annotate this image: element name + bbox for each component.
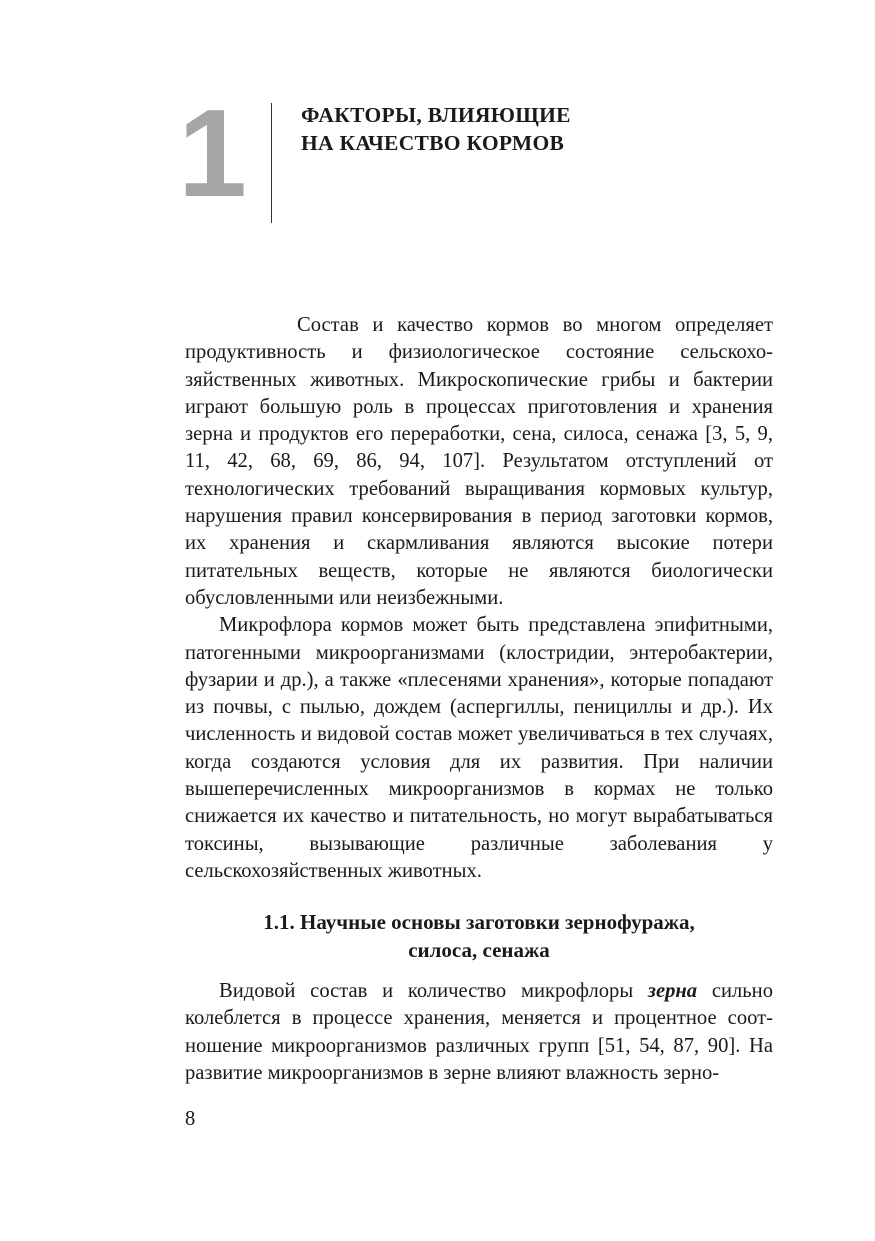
emphasis-term: зерна xyxy=(647,980,698,1002)
section-text xyxy=(185,978,773,1087)
page-number: 8 xyxy=(185,1108,196,1130)
section-heading-line-2: силоса, сенажа xyxy=(408,938,550,962)
section-heading-line-1: 1.1. Научные основы заготовки зернофуража, xyxy=(263,910,695,934)
chapter-title-line-1: ФАКТОРЫ, ВЛИЯЮЩИЕ xyxy=(301,103,571,127)
chapter-title xyxy=(301,101,721,157)
section-paragraph xyxy=(185,978,773,1087)
intro-paragraph-2: Микрофлора кормов может быть представлена эпифитными, патогенными микроорганизмами (клостридии, энтеробактерии, фузарии и др.), а также «плесенями хранения», которые попадают из почвы, с пылью, дождем (аспергиллы, пенициллы и др.). Их численность и видовой состав может увеличиваться в тех случаях, когда создаются условия для их развития. При наличии вышеперечисленных микроорганизмов в кормах не только снижается их качество и питательность, но могут вырабатываться токсины, вызывающие различные заболевания у сельскохозяйственных животных. xyxy=(185,614,773,882)
section-heading xyxy=(185,908,773,964)
chapter-number: 1 xyxy=(178,85,245,223)
section-paragraph-start: Видовой состав и количество микрофлоры xyxy=(219,980,648,1002)
intro-paragraph-1: Состав и качество кормов во многом определяет продуктивность и физиологическое состояние сельскохозяйственных животных. Микроскопические грибы и бактерии играют большую роль в процессах приготовления и хранения зерна и продуктов его переработки, сена, силоса, сенажа [3, 5, 9, 11, 42, 68, 69, 86, 94, 107]. Результатом отступлений от технологических требований выращивания кормовых культур, нарушения правил консервирования в период заготовки кормов, их хранения и скармливания являются высокие потери питательных веществ, которые не являются биологически обусловленными или неизбежными. xyxy=(185,314,773,609)
chapter-title-line-2: НА КАЧЕСТВО КОРМОВ xyxy=(301,131,565,155)
intro-text xyxy=(185,312,773,885)
section-paragraph-end: сильно колеблется в процессе хранения, меняется и процентное соотношение микроорганизмов различных групп [51, 54, 87, 90]. На развитие микроорганизмов в зерне влияют влажность зерно- xyxy=(185,980,774,1084)
chapter-divider xyxy=(271,103,272,223)
